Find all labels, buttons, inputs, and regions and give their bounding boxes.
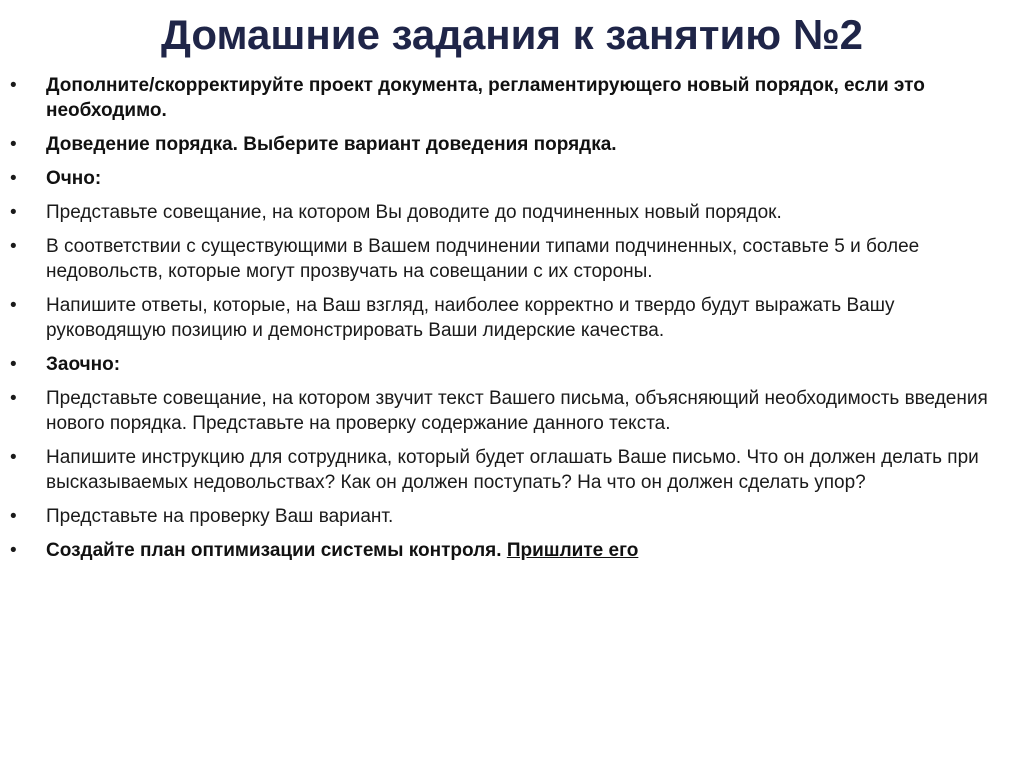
list-item bbox=[6, 293, 1018, 343]
bullet-icon: • bbox=[10, 202, 17, 223]
list-item-text: Очно: bbox=[46, 168, 102, 189]
slide-title: Домашние задания к занятию №2 bbox=[160, 11, 864, 58]
list-item bbox=[6, 504, 1018, 529]
bullet-list bbox=[6, 73, 1018, 572]
bullet-icon: • bbox=[10, 168, 17, 189]
list-item-text: Представьте совещание, на котором звучит текст Вашего письма, объясняющий необходимость введения нового порядка. Представьте на проверку содержание данного текста. bbox=[46, 388, 988, 434]
bullet-icon: • bbox=[10, 295, 17, 316]
send-it-link[interactable]: Пришлите его bbox=[506, 540, 639, 561]
list-item-text: Представьте на проверку Ваш вариант. bbox=[46, 506, 394, 527]
bullet-icon: • bbox=[10, 447, 17, 468]
list-item-text: Доведение порядка. Выберите вариант доведения порядка. bbox=[46, 134, 617, 155]
bullet-icon: • bbox=[10, 540, 17, 561]
bullet-icon: • bbox=[10, 506, 17, 527]
list-item-text: Дополните/скорректируйте проект документа, регламентирующего новый порядок, если это необходимо. bbox=[46, 75, 925, 121]
list-item bbox=[6, 166, 1018, 191]
list-item-text: Создайте план оптимизации системы контроля. bbox=[46, 540, 502, 561]
list-item bbox=[6, 352, 1018, 377]
bullet-icon: • bbox=[10, 388, 17, 409]
list-item bbox=[6, 132, 1018, 157]
bullet-icon: • bbox=[10, 75, 17, 96]
list-item bbox=[6, 538, 1018, 563]
bullet-icon: • bbox=[10, 134, 17, 155]
list-item bbox=[6, 445, 1018, 495]
list-item-text: Представьте совещание, на котором Вы доводите до подчиненных новый порядок. bbox=[46, 202, 782, 223]
list-item bbox=[6, 386, 1018, 436]
bullet-icon: • bbox=[10, 236, 17, 257]
list-item-text: В соответствии с существующими в Вашем подчинении типами подчиненных, составьте 5 и более недовольств, которые могут прозвучать на совещании с их стороны. bbox=[46, 236, 920, 282]
list-item-text: Заочно: bbox=[46, 354, 121, 375]
list-item-text: Напишите ответы, которые, на Ваш взгляд, наиболее корректно и твердо будут выражать Вашу руководящую позицию и демонстрировать Ваши лидерские качества. bbox=[46, 295, 895, 341]
list-item bbox=[6, 234, 1018, 284]
list-item bbox=[6, 200, 1018, 225]
bullet-icon: • bbox=[10, 354, 17, 375]
list-item bbox=[6, 73, 1018, 123]
list-item-text: Напишите инструкцию для сотрудника, который будет оглашать Ваше письмо. Что он должен делать при высказываемых недовольствах? Как он должен поступать? На что он должен сделать упор? bbox=[46, 447, 979, 493]
